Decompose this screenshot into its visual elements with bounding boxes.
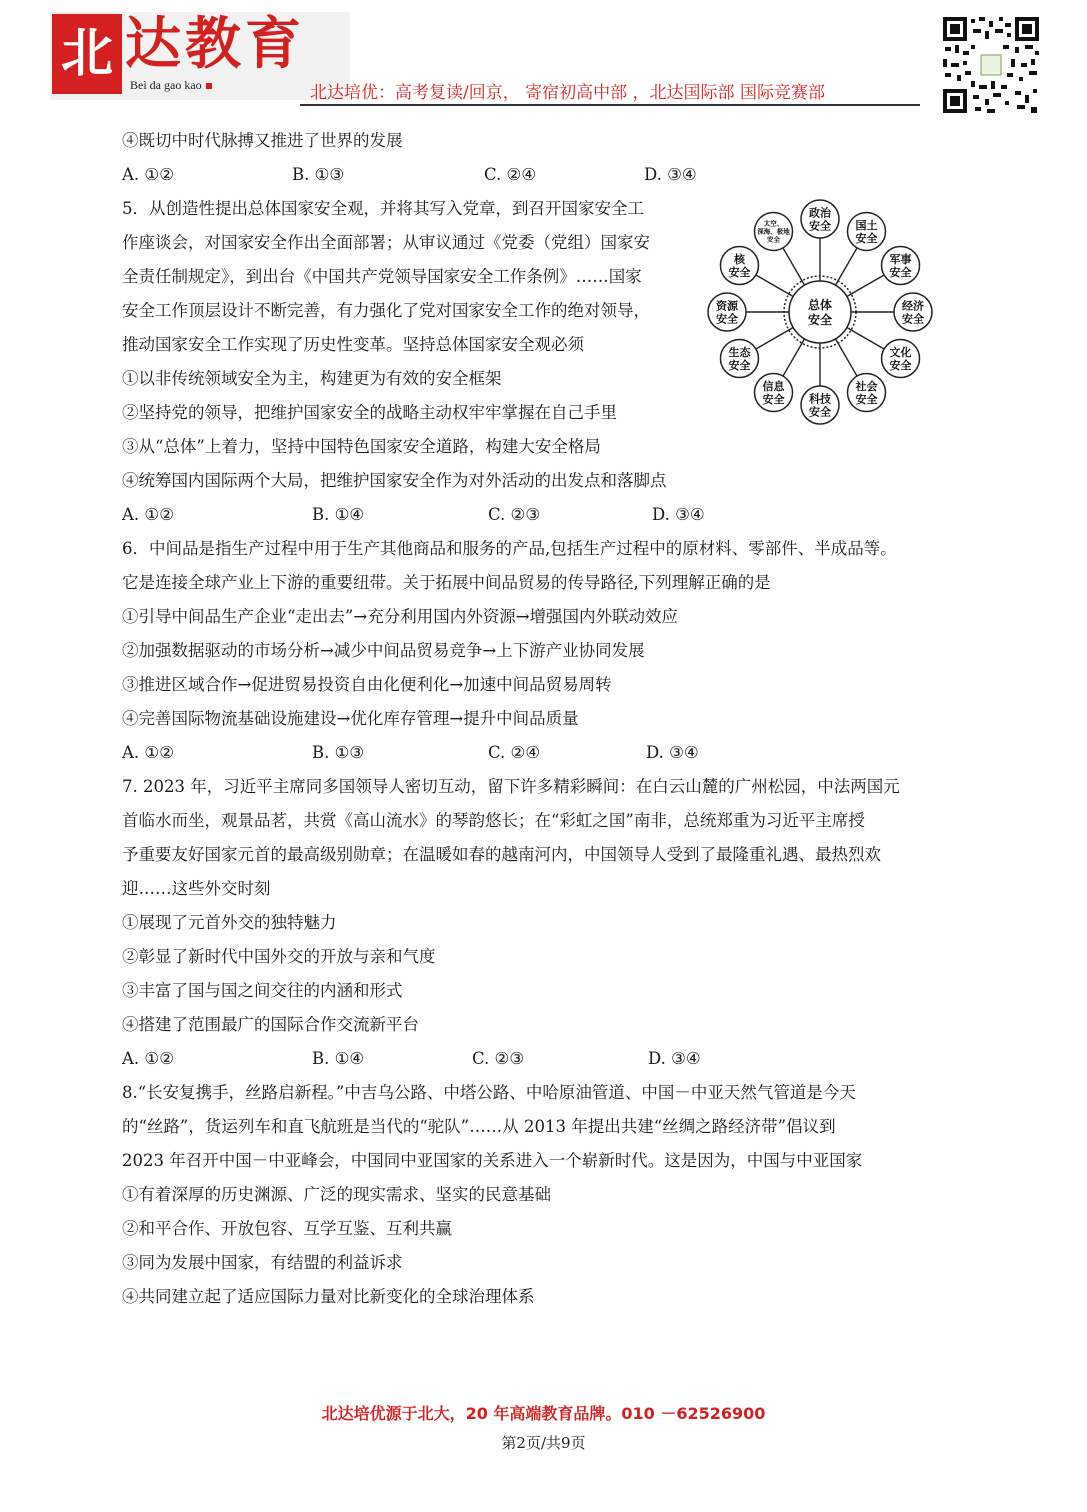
text-line: ②彰显了新时代中国外交的开放与亲和气度: [122, 947, 436, 966]
option-c: C. ②③: [472, 1049, 525, 1068]
diagram-node-label: 安全: [728, 265, 751, 279]
text-line: 作座谈会，对国家安全作出全面部署；从审议通过《党委（党组）国家安: [122, 233, 650, 252]
diagram-center-label: 总体: [807, 298, 833, 312]
text-line: 安全工作顶层设计不断完善，有力强化了党对国家安全工作的绝对领导，: [122, 301, 650, 320]
logo-mark: 北: [52, 14, 122, 94]
text-line: ③从“总体”上着力，坚持中国特色国家安全道路，构建大安全格局: [122, 437, 601, 456]
option-c: C. ②③: [488, 505, 541, 524]
text-line: ③同为发展中国家，有结盟的利益诉求: [122, 1253, 403, 1272]
text-line: 8.“长安复携手，丝路启新程。”中吉乌公路、中塔公路、中哈原油管道、中国－中亚天然气管道是今天: [122, 1083, 856, 1102]
header-tagline: 北达培优：高考复读/回京， 寄宿初高中部 ，北达国际部 国际竞赛部: [310, 83, 825, 103]
text-line: ②坚持党的领导，把维护国家安全的战略主动权牢牢掌握在自己手里: [122, 403, 617, 422]
option-a: A. ①②: [122, 165, 174, 184]
diagram-center-label: 安全: [807, 313, 833, 327]
option-c: C. ②④: [484, 165, 537, 184]
diagram-spoke: [847, 328, 884, 350]
diagram-node-label: 安全: [767, 235, 780, 244]
diagram-node-label: 安全: [809, 219, 831, 233]
option-b: B. ①④: [312, 505, 365, 524]
qr-code-icon: [941, 15, 1041, 115]
text-line: ②加强数据驱动的市场分析→减少中间品贸易竞争→上下游产业协同发展: [122, 641, 645, 660]
text-line: ①以非传统领域安全为主，构建更为有效的安全框架: [122, 369, 502, 388]
text-line: ④搭建了范围最广的国际合作交流新平台: [122, 1015, 419, 1034]
diagram-node-label: 太空、: [763, 219, 784, 228]
q7-options: [122, 1042, 952, 1076]
diagram-spoke: [836, 339, 858, 376]
diagram-node-label: 深海、极地: [757, 227, 790, 236]
diagram-node-label: 安全: [889, 358, 912, 372]
diagram-node-label: 核: [733, 252, 745, 266]
diagram-node-label: 安全: [762, 392, 785, 406]
text-line: ④共同建立起了适应国际力量对比新变化的全球治理体系: [122, 1287, 535, 1306]
text-line: 7. 2023 年，习近平主席同多国领导人密切互动，留下许多精彩瞬间：在白云山麓的广州松园，中法两国元: [122, 777, 900, 796]
text-line: 迎……这些外交时刻: [122, 879, 271, 898]
diagram-node-label: 政治: [809, 206, 831, 220]
text-line: 的“丝路”，货运列车和直飞航班是当代的“驼队”……从 2013 年提出共建“丝绸之路经济带”倡议到: [122, 1117, 836, 1136]
diagram-node-label: 国土: [855, 218, 878, 232]
diagram-node-label: 生态: [728, 345, 751, 359]
diagram-node-label: 文化: [889, 345, 912, 359]
security-diagram: [700, 192, 940, 432]
option-d: D. ③④: [652, 505, 705, 524]
text-line: ①有着深厚的历史渊源、广泛的现实需求、坚实的民意基础: [122, 1185, 551, 1204]
option-c: C. ②④: [488, 743, 541, 762]
diagram-spoke: [783, 339, 805, 376]
text-line: 全责任制规定》，到出台《中国共产党领导国家安全工作条例》……国家: [122, 267, 642, 286]
text-line: ④统筹国内国际两个大局，把维护国家安全作为对外活动的出发点和落脚点: [122, 471, 667, 490]
diagram-spoke: [847, 275, 884, 297]
diagram-spoke: [836, 248, 858, 285]
q4-options: [122, 158, 952, 192]
text-line: 2023 年召开中国－中亚峰会，中国同中亚国家的关系进入一个崭新时代。这是因为，中国与中亚国家: [122, 1151, 863, 1170]
text-line: ③丰富了国与国之间交往的内涵和形式: [122, 981, 403, 1000]
diagram-node-label: 安全: [889, 265, 912, 279]
text-line: ③推进区域合作→促进贸易投资自由化便利化→加速中间品贸易周转: [122, 675, 612, 694]
diagram-node-label: 军事: [889, 252, 912, 266]
diagram-spoke: [756, 328, 793, 350]
option-d: D. ③④: [646, 743, 699, 762]
text-line: ①展现了元首外交的独特魅力: [122, 913, 337, 932]
logo-name: 达教育: [125, 12, 305, 77]
diagram-node-label: 安全: [809, 405, 831, 419]
option-d: D. ③④: [648, 1049, 701, 1068]
diagram-node-label: 信息: [762, 379, 785, 393]
diagram-node-label: 安全: [902, 312, 924, 326]
text-line: 6．中间品是指生产过程中用于生产其他商品和服务的产品,包括生产过程中的原材料、零部件、半成品等。: [122, 539, 897, 558]
option-b: B. ①③: [312, 743, 365, 762]
text-line: ①引导中间品生产企业“走出去”→充分利用国内外资源→增强国内外联动效应: [122, 607, 679, 626]
diagram-node-label: 社会: [855, 379, 878, 393]
option-a: A. ①②: [122, 743, 174, 762]
option-d: D. ③④: [644, 165, 697, 184]
diagram-spoke: [756, 275, 793, 297]
option-a: A. ①②: [122, 1049, 174, 1068]
q6-options: [122, 736, 952, 770]
text-line: ④完善国际物流基础设施建设→优化库存管理→提升中间品质量: [122, 709, 579, 728]
text-line: 推动国家安全工作实现了历史性变革。坚持总体国家安全观必须: [122, 335, 584, 354]
page-number: 第2页/共9页: [501, 1434, 586, 1452]
diagram-node-label: 安全: [728, 358, 751, 372]
text-line: 它是连接全球产业上下游的重要纽带。关于拓展中间品贸易的传导路径,下列理解正确的是: [122, 573, 771, 592]
header-divider: [300, 104, 920, 106]
logo-pinyin: Beì da gao kao: [130, 78, 212, 93]
diagram-node-label: 安全: [855, 231, 878, 245]
option-b: B. ①④: [312, 1049, 365, 1068]
diagram-node-label: 科技: [809, 392, 831, 406]
footer-promo: 北达培优源于北大，20 年高端教育品牌。010 －62526900: [321, 1404, 766, 1423]
diagram-node-label: 安全: [855, 392, 878, 406]
text-line: ②和平合作、开放包容、互学互鉴、互利共赢: [122, 1219, 452, 1238]
diagram-center-node: [789, 281, 851, 343]
option-b: B. ①③: [292, 165, 345, 184]
text-line: ④既切中时代脉搏又推进了世界的发展: [122, 131, 403, 150]
text-line: 予重要友好国家元首的最高级别勋章；在温暖如春的越南河内，中国领导人受到了最隆重礼遇、最热烈欢: [122, 845, 881, 864]
diagram-node-label: 资源: [716, 299, 738, 313]
diagram-spoke: [783, 248, 805, 285]
diagram-node-label: 经济: [902, 299, 924, 313]
diagram-node-label: 安全: [716, 312, 738, 326]
text-line: 5．从创造性提出总体国家安全观，并将其写入党章，到召开国家安全工: [122, 199, 644, 218]
option-a: A. ①②: [122, 505, 174, 524]
text-line: 首临水而坐，观景品茗，共赏《高山流水》的琴韵悠长；在“彩虹之国”南非，总统郑重为习近平主席授: [122, 811, 865, 830]
q5-options: [122, 498, 952, 532]
